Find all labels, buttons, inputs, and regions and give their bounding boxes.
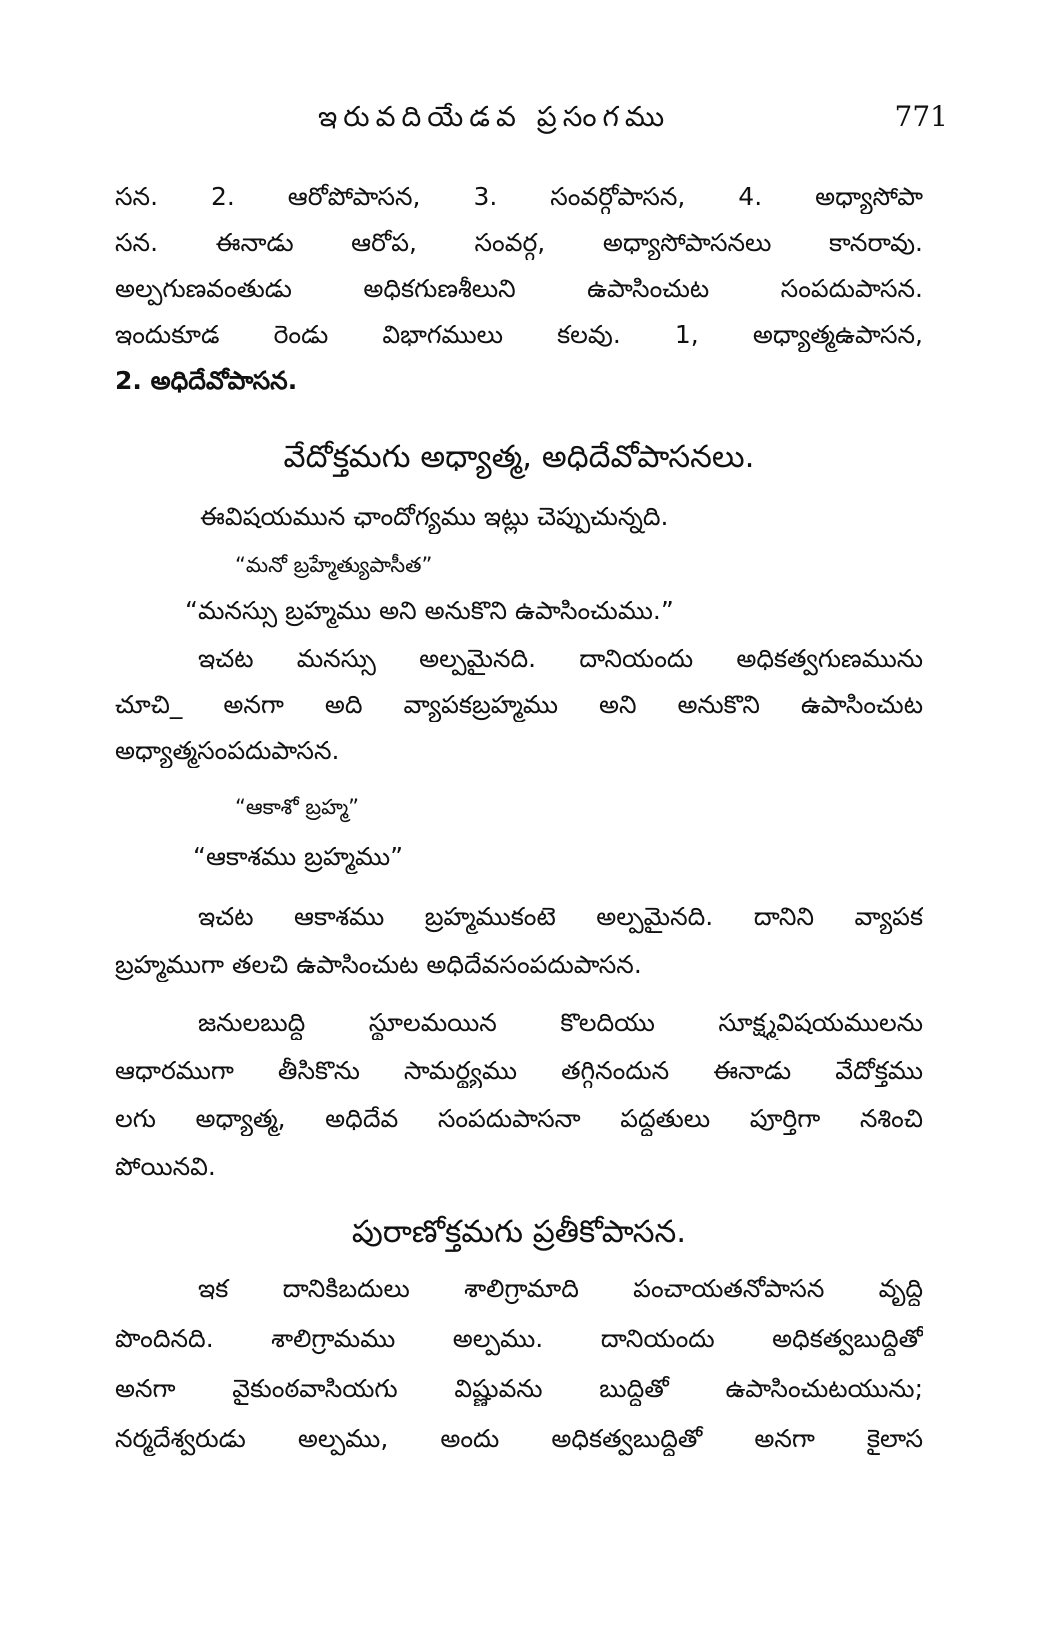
text-line: ఇక దానికిబదులు శాలిగ్రామాది పంచాయతనోపాసన వృద్ధి	[198, 1274, 923, 1303]
text-line: సన. 2. ఆరోపోపాసన, 3. సంవర్గోపాసన, 4. అధ్యాసోపా	[115, 182, 923, 211]
text-line: చూచి_ అనగా అది వ్యాపకబ్రహ్మము అని అనుకొని ఉపాసించుట	[115, 690, 923, 719]
page-header	[0, 100, 1038, 144]
section-heading: పురాణోక్తమగు ప్రతీకోపాసన.	[351, 1214, 687, 1250]
quote-translation: “మనస్సు బ్రహ్మము అని అనుకొని ఉపాసించుము.”	[185, 596, 674, 625]
text-line: ఈవిషయమున ఛాందోగ్యము ఇట్లు చెప్పుచున్నది.	[200, 502, 669, 531]
text-line: అధ్యాత్మసంపదుపాసన.	[115, 736, 340, 765]
text-line: ఇచట ఆకాశము బ్రహ్మముకంటె అల్పమైనది. దానిని వ్యాపక	[198, 902, 923, 931]
text-line: అల్పగుణవంతుడు అధికగుణశీలుని ఉపాసించుట సంపదుపాసన.	[115, 274, 923, 303]
sanskrit-quote: “ఆకాశో బ్రహ్మ”	[235, 795, 360, 819]
text-line: సన. ఈనాడు ఆరోప, సంవర్గ, అధ్యాసోపాసనలు కానరావు.	[115, 228, 923, 257]
text-line: బ్రహ్మముగా తలచి ఉపాసించుట అధిదేవసంపదుపాసన.	[115, 950, 642, 979]
section-heading: వేదోక్తమగు అధ్యాత్మ, అధిదేవోపాసనలు.	[283, 439, 755, 475]
text-line: 2. అధిదేవోపాసన.	[115, 366, 298, 395]
text-line: పొందినది. శాలిగ్రామము అల్పము. దానియందు అధికత్వబుద్ధితో	[115, 1324, 923, 1353]
running-title: ఇరువదియేడవ ప్రసంగము	[318, 100, 671, 133]
text-line: అనగా వైకుంఠవాసియగు విష్ణువను బుద్ధితో ఉపాసించుటయును;	[115, 1374, 923, 1403]
text-line: ఇందుకూడ రెండు విభాగములు కలవు. 1, అధ్యాత్మఉపాసన,	[115, 320, 923, 349]
sanskrit-quote: “మనో బ్రహ్మేత్యుపాసీత”	[235, 553, 433, 577]
text-line: పోయినవి.	[115, 1152, 216, 1181]
text-line: జనులబుద్ధి స్థూలమయిన కొలదియు సూక్ష్మవిషయములను	[198, 1008, 923, 1037]
page-number: 771	[894, 100, 948, 133]
text-line: ఇచట మనస్సు అల్పమైనది. దానియందు అధికత్వగుణమును	[198, 644, 923, 673]
text-line: లగు అధ్యాత్మ, అధిదేవ సంపదుపాసనా పద్ధతులు పూర్తిగా నశించి	[115, 1104, 923, 1133]
text-line: ఆధారముగా తీసికొను సామర్థ్యము తగ్గినందున ఈనాడు వేదోక్తము	[115, 1056, 923, 1085]
text-line: నర్మదేశ్వరుడు అల్పము, అందు అధికత్వబుద్ధితో అనగా కైలాస	[115, 1424, 923, 1453]
quote-translation: “ఆకాశము బ్రహ్మము”	[193, 842, 404, 871]
